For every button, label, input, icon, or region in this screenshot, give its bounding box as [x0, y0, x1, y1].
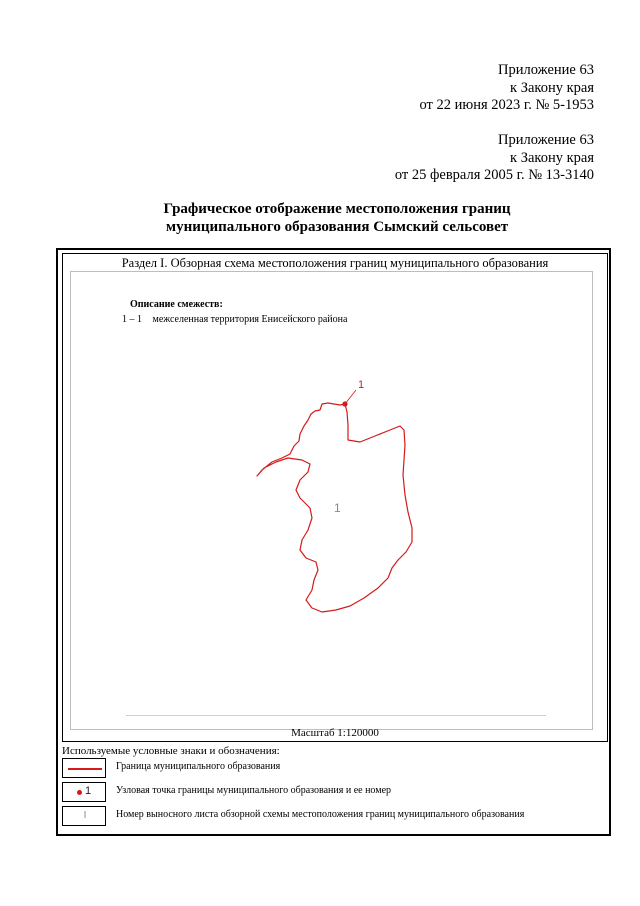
annex-original-line2: к Закону края — [510, 149, 594, 166]
annex-original-line1: Приложение 63 — [498, 132, 594, 148]
annex-current-line2: к Закону края — [510, 79, 594, 96]
node-point — [342, 401, 347, 406]
legend-text-sheet: Номер выносного листа обзорной схемы местоположения границ муниципального образования — [116, 809, 525, 820]
annex-current-line3: от 22 июня 2023 г. № 5-1953 — [419, 97, 594, 113]
section-title: Раздел I. Обзорная схема местоположения границ муниципального образования — [121, 256, 549, 270]
adjacency-heading: Описание смежеств: — [130, 299, 223, 310]
adjacency-range: 1 – 1 — [122, 314, 142, 325]
annex-original-line3: от 25 февраля 2005 г. № 13-3140 — [394, 167, 594, 183]
sheet-number-symbol: I — [83, 810, 87, 821]
legend-text-boundary: Граница муниципального образования — [116, 761, 281, 772]
area-label: 1 — [334, 501, 341, 515]
scale-separator — [126, 715, 546, 716]
legend-symbol-boundary — [62, 758, 106, 778]
legend-text-node: Узловая точка границы муниципального образования и ее номер — [116, 785, 392, 796]
node-dot-icon — [77, 790, 82, 795]
scale-text: Масштаб 1:120000 — [291, 727, 379, 739]
annex-current-line1: Приложение 63 — [498, 62, 594, 78]
legend-symbol-sheet — [62, 806, 106, 826]
node-number-symbol: 1 — [85, 785, 92, 797]
adjacency-text: межселенная территория Енисейского района — [152, 314, 348, 325]
boundary-line-symbol — [68, 768, 102, 770]
document-title-line1: Графическое отображение местоположения границ — [163, 201, 511, 217]
legend-symbol-node — [62, 782, 106, 802]
node-label: 1 — [358, 379, 365, 391]
legend-title: Используемые условные знаки и обозначения: — [62, 745, 280, 757]
node-leader-line — [345, 390, 356, 404]
document-title-line2: муниципального образования Сымский сельсовет — [165, 219, 509, 235]
